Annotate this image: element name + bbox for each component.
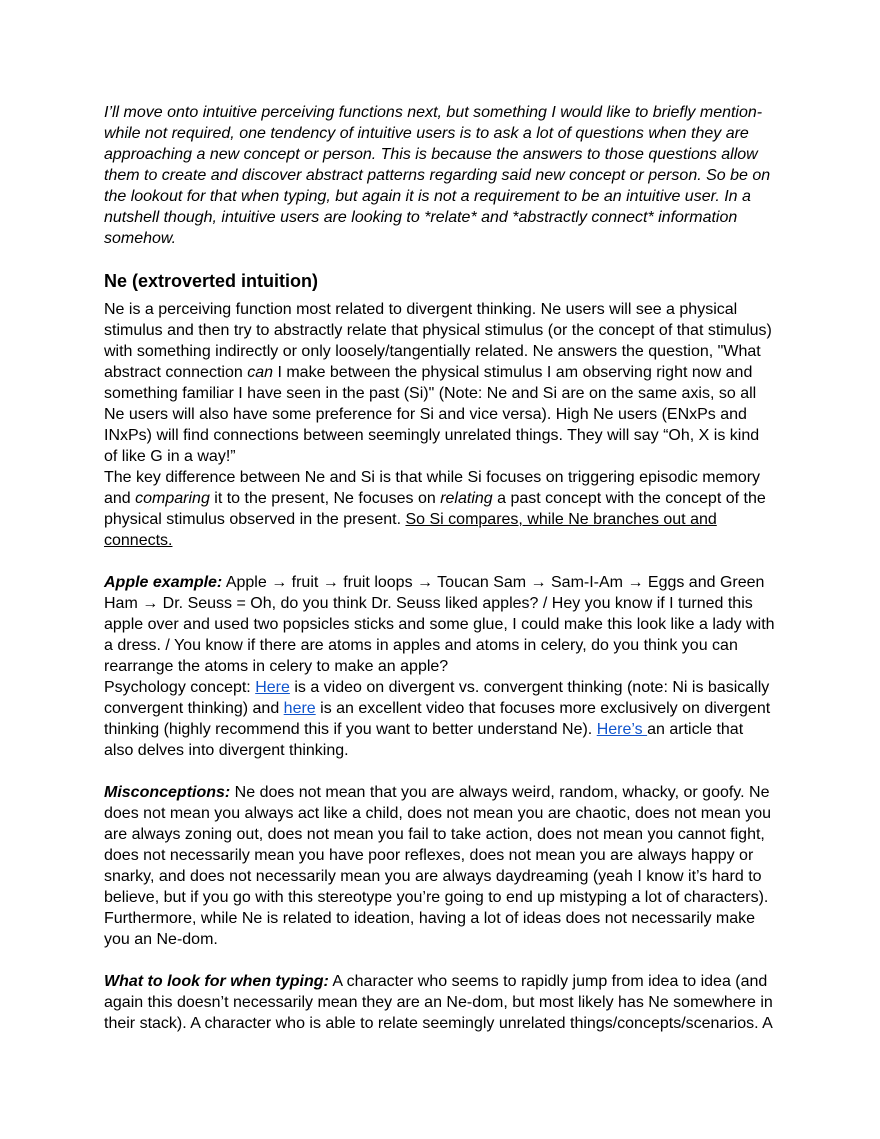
intro-paragraph: I’ll move onto intuitive perceiving functions next, but something I would like to briefly mention- while not required, one tendency of intuitive users is to ask a lot of questions when they are approaching a new concept or person. This is because the answers to those questions allow them to create and discover abstract patterns regarding said new concept or person. So be on the lookout for that when typing, but again it is not a requirement to be an intuitive user. In a nutshell though, intuitive users are looking to *relate* and *abstractly connect* information somehow.: [104, 104, 771, 247]
emphasis-can: can: [247, 364, 273, 381]
paragraph-gap: [104, 551, 776, 572]
paragraph-gap: [104, 761, 776, 782]
misconceptions-label: Misconceptions:: [104, 784, 231, 801]
underlined-summary: So Si compares, while Ne branches out and connects.: [104, 511, 717, 549]
divergent-thinking-video-link[interactable]: here: [283, 700, 316, 717]
apple-example-label: Apple example:: [104, 574, 223, 591]
divergent-thinking-article-link[interactable]: Here’s: [596, 721, 648, 738]
divergent-convergent-video-link[interactable]: Here: [255, 679, 290, 696]
emphasis-comparing: comparing: [135, 490, 210, 507]
paragraph-gap: [104, 950, 776, 971]
ne-definition-paragraph: Ne is a perceiving function most related to divergent thinking. Ne users will see a physical stimulus and then try to abstractly relate that physical stimulus (or the concept of that stimulus) with something indirectly or only loosely/tangentially related. Ne answers the question, "What abstract connection can I make between the physical stimulus I am observing right now and something familiar I have seen in the past (Si)" (Note: Ne and Si are on the same axis, so all Ne users will also have some preference for Si and vice versa). High Ne users (ENxPs and INxPs) will find connections between seemingly unrelated things. They will say “Oh, X is kind of like G in a way!”: [104, 301, 772, 465]
section-heading: Ne (extroverted intuition): [104, 271, 319, 291]
psychology-concept-paragraph: Psychology concept: Here is a video on divergent vs. convergent thinking (note: Ni is basically convergent thinking) and here is an excellent video that focuses more exclusively on divergent thinking (highly recommend this if you want to better understand Ne). Here’s an article that also delves into divergent thinking.: [104, 679, 771, 759]
misconceptions-paragraph: Misconceptions: Ne does not mean that you are always weird, random, whacky, or goofy. Ne does not mean you always act like a child, does not mean you are chaotic, does not mean you are always zoning out, does not mean you fail to take action, does not mean you cannot fight, does not necessarily mean you have poor reflexes, does not mean you are always happy or snarky, and does not necessarily mean you are always daydreaming (yeah I know it’s hard to believe, but if you go with this stereotype you’re going to end up mistyping a lot of characters). Furthermore, while Ne is related to ideation, having a lot of ideas does not necessarily make you an Ne-dom.: [104, 784, 772, 948]
document-page: [104, 102, 776, 1034]
typing-guide-paragraph: What to look for when typing: A character who seems to rapidly jump from idea to idea (and again this doesn’t necessarily mean they are an Ne-dom, but most likely has Ne somewhere in their stack). A character who is able to relate seemingly unrelated things/concepts/scenarios. A: [104, 973, 773, 1032]
emphasis-relating: relating: [440, 490, 493, 507]
apple-example-paragraph: Apple example: Apple → fruit → fruit loops → Toucan Sam → Sam-I-Am → Eggs and Green Ham → Dr. Seuss = Oh, do you think Dr. Seuss liked apples? / Hey you know if I turned this apple over and used two popsicles sticks and some glue, I could make this look like a lady with a dress. / You know if there are atoms in apples and atoms in celery, do you think you can rearrange the atoms in celery to make an apple?: [104, 574, 775, 675]
key-difference-paragraph: The key difference between Ne and Si is that while Si focuses on triggering episodic memory and comparing it to the present, Ne focuses on relating a past concept with the concept of the physical stimulus observed in the present. So Si compares, while Ne branches out and connects.: [104, 469, 766, 549]
typing-guide-label: What to look for when typing:: [104, 973, 329, 990]
